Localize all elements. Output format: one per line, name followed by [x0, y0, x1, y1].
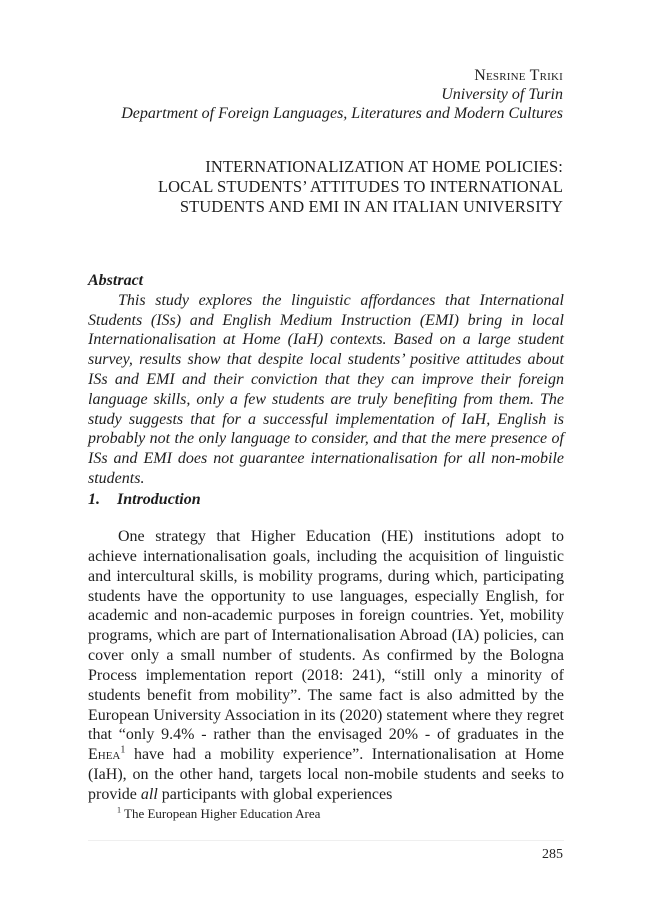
abstract-text: This study explores the linguistic affordances that International Students (ISs) and English Medium Instruction (EMI) bring in local Internationalisation at Home (IaH) contexts. Based on a large student survey, results show that despite local students’ positive attitudes about ISs and EMI and their conviction that they can improve their foreign language skills, only a few students are truly benefiting from them. The study suggests that for a successful implementation of IaH, English is probably not the only language to consider, and that the mere presence of ISs and EMI does not guarantee internationalisation for all non-mobile students.	[88, 291, 564, 487]
footnote-text: The European Higher Education Area	[124, 806, 321, 821]
title-line-3: STUDENTS AND EMI IN AN ITALIAN UNIVERSITY	[179, 197, 563, 216]
footer-divider	[88, 840, 564, 841]
section-number: 1.	[88, 491, 100, 508]
department-name: Department of Foreign Languages, Literatures and Modern Cultures	[121, 105, 563, 122]
abstract-section	[88, 271, 564, 489]
paper-title	[158, 157, 563, 217]
footnote	[117, 806, 320, 822]
title-line-1: INTERNATIONALIZATION AT HOME POLICIES:	[205, 157, 563, 176]
body-text-part-3: participants with global experiences	[157, 785, 393, 803]
author-block	[121, 66, 563, 123]
body-text-part-1: One strategy that Higher Education (HE) institutions adopt to achieve internationalisation goals, including the acquisition of linguistic and intercultural skills, is mobility programs, during which, participating students have the opportunity to use languages, especially English, for academic and non-academic purposes in foreign countries. Yet, mobility programs, which are part of Internationalisation Abroad (IA) policies, can cover only a small number of students. As confirmed by the Bologna Process implementation report (2018: 241), “still only a minority of students benefit from mobility”. The same fact is also admitted by the European University Association in its (2020) statement where they regret that “only 9.4% - rather than the envisaged 20% - of graduates in the	[88, 528, 564, 744]
ehea-acronym: Ehea	[88, 746, 121, 764]
body-text	[88, 527, 564, 805]
body-text-part-2: have had a mobility experience”. Internationalisation at Home (IaH), on the other hand, targets local non-mobile students and seeks to provide	[88, 746, 564, 803]
page-number: 285	[542, 847, 563, 862]
author-name: Nesrine Triki	[474, 67, 563, 84]
body-paragraph	[88, 527, 564, 805]
section-title: Introduction	[117, 491, 201, 508]
title-line-2: LOCAL STUDENTS’ ATTITUDES TO INTERNATIONAL	[157, 177, 563, 196]
footnote-marker: 1	[117, 805, 121, 815]
university-name: University of Turin	[441, 86, 563, 103]
abstract-heading: Abstract	[88, 272, 144, 289]
section-heading	[88, 491, 201, 509]
footnote-reference[interactable]: 1	[120, 744, 126, 756]
emphasis-all: all	[140, 785, 158, 803]
